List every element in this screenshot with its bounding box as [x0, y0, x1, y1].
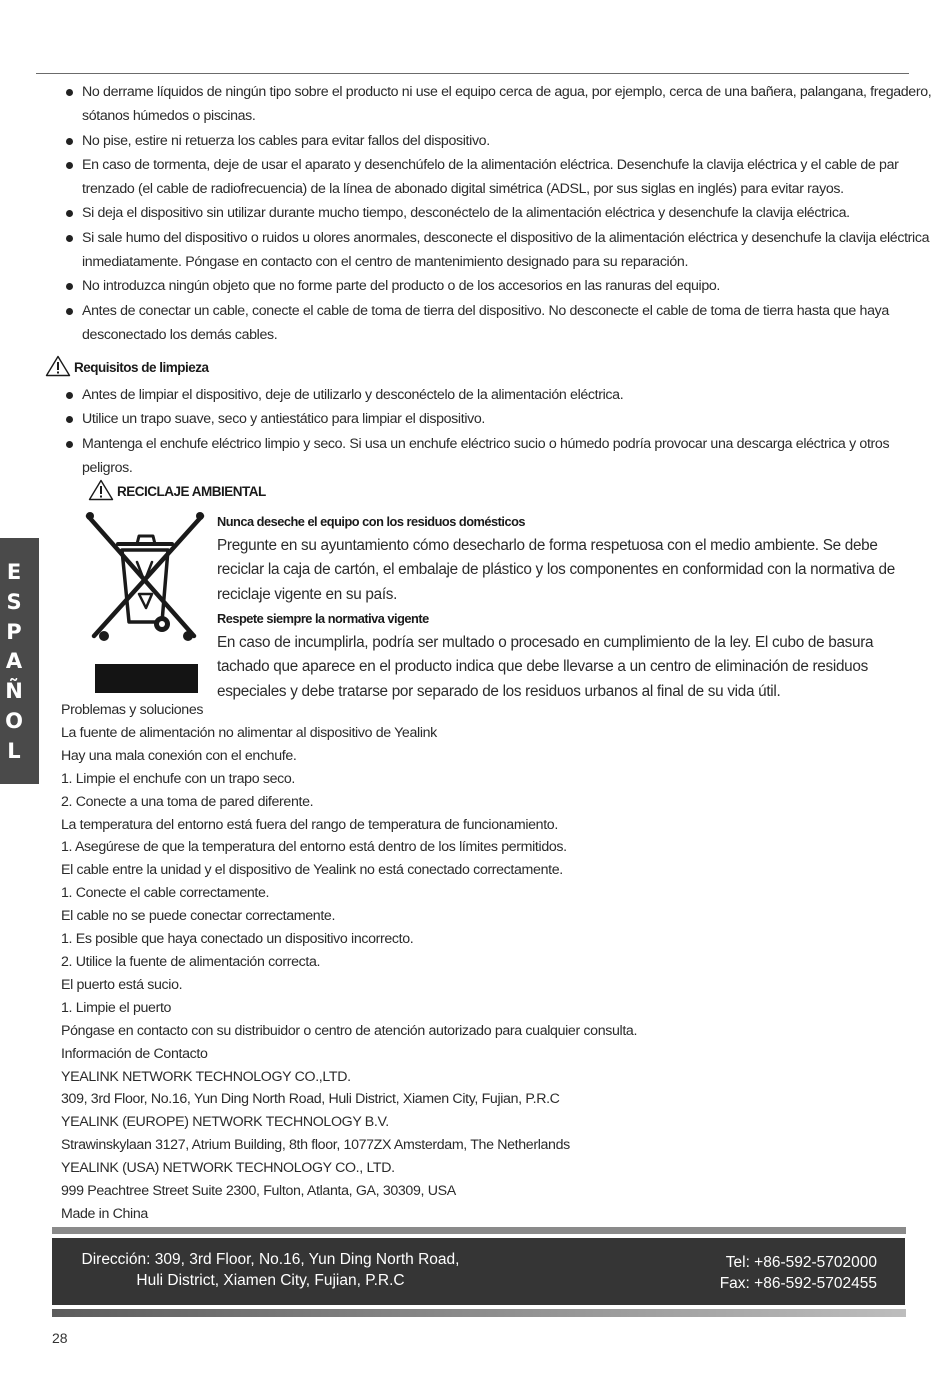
list-item: El cable entre la unidad y el dispositivo de Yealink no está conectado correctamente. — [61, 862, 563, 879]
list-item: La temperatura del entorno está fuera del rango de temperatura de funcionamiento. — [61, 816, 558, 833]
list-item: No introduzca ningún objeto que no forme parte del producto o de los accesorios en las ranuras del equipo. — [64, 274, 934, 298]
list-item: 1. Conecte el cable correctamente. — [61, 885, 270, 902]
footer-tel: Tel: +86-592-5702000 — [725, 1254, 877, 1271]
list-item: La fuente de alimentación no alimentar al dispositivo de Yealink — [61, 724, 437, 741]
recycling-heading-text: RECICLAJE AMBIENTAL — [117, 484, 266, 499]
side-tab-letter: A — [5, 649, 23, 674]
cleaning-heading — [45, 355, 209, 380]
list-item: El puerto está sucio. — [61, 976, 183, 993]
list-item: Mantenga el enchufe eléctrico limpio y seco. Si usa un enchufe eléctrico sucio o húmedo podría provocar una descarga eléctrica y otros peligros. — [64, 432, 934, 481]
list-item: No derrame líquidos de ningún tipo sobre el producto ni use el equipo cerca de agua, por ejemplo, cerca de una bañera, palangana, fregadero, sótanos húmedos o piscinas. — [64, 80, 934, 129]
side-tab-letter: Ñ — [5, 679, 23, 704]
safety-bullet-list — [64, 80, 934, 347]
list-item: 1. Limpie el puerto — [61, 999, 172, 1016]
footer-address — [52, 1249, 489, 1291]
list-item: YEALINK (USA) NETWORK TECHNOLOGY CO., LTD. — [61, 1160, 395, 1177]
list-item: Si sale humo del dispositivo o ruidos u olores anormales, desconecte el dispositivo de la alimentación eléctrica y desenchufe la clavija eléctrica inmediatamente. Póngase en contacto con el centro de mantenimiento designado para su reparación. — [64, 226, 934, 275]
list-item: 309, 3rd Floor, No.16, Yun Ding North Road, Huli District, Xiamen City, Fujian, P.R.C — [61, 1091, 560, 1108]
list-item: 1. Limpie el enchufe con un trapo seco. — [61, 770, 296, 787]
list-item: 1. Asegúrese de que la temperatura del entorno está dentro de los límites permitidos. — [61, 839, 567, 856]
footer-top-bar — [52, 1227, 906, 1234]
dispose-paragraph: Pregunte en su ayuntamiento cómo desecharlo de forma respetuosa con el medio ambiente. Se debe reciclar la caja de cartón, el embalaje de plástico y los componentes en conformidad con la normativa de reciclaje vigente en su país. — [217, 537, 895, 603]
list-item: 2. Utilice la fuente de alimentación correcta. — [61, 953, 321, 970]
list-item: 2. Conecte a una toma de pared diferente. — [61, 793, 314, 810]
respect-heading: Respete siempre la normativa vigente — [217, 611, 429, 626]
crossed-out-wheelie-bin-icon — [82, 510, 208, 645]
footer-bottom-bar — [52, 1309, 906, 1317]
footer-fax: Fax: +86-592-5702455 — [719, 1275, 877, 1292]
side-tab-letter: P — [6, 619, 22, 644]
top-divider — [36, 73, 909, 74]
list-item: En caso de tormenta, deje de usar el aparato y desenchúfelo de la alimentación eléctrica. Desenchufe la clavija eléctrica y el cable de par trenzado (el cable de radiofrecuencia) de la línea de abonado digital simétrica (ADSL, por sus siglas en inglés) para evitar rayos. — [64, 153, 934, 202]
dispose-heading: Nunca deseche el equipo con los residuos domésticos — [217, 514, 526, 529]
list-item: Made in China — [61, 1205, 148, 1222]
list-item: Si deja el dispositivo sin utilizar durante mucho tiempo, desconéctelo de la alimentación eléctrica y desenchufe la clavija eléctrica. — [64, 201, 934, 225]
warning-triangle-icon — [88, 479, 114, 504]
side-tab-letter: O — [5, 708, 23, 733]
page-number: 28 — [52, 1330, 68, 1346]
list-item: 999 Peachtree Street Suite 2300, Fulton, Atlanta, GA, 30309, USA — [61, 1183, 456, 1200]
weee-marking-bar — [95, 664, 198, 693]
list-item: Problemas y soluciones — [61, 702, 204, 718]
list-item: Información de Contacto — [61, 1045, 208, 1062]
footer-phone-fax — [720, 1252, 877, 1294]
footer-address-line: Dirección: 309, 3rd Floor, No.16, Yun Ding North Road, — [81, 1251, 460, 1268]
list-item: Póngase en contacto con su distribuidor o centro de atención autorizado para cualquier consulta. — [61, 1022, 638, 1039]
footer-address-line: Huli District, Xiamen City, Fujian, P.R.C — [136, 1272, 405, 1289]
list-item: El cable no se puede conectar correctamente. — [61, 908, 336, 925]
side-tab-letter: E — [6, 560, 22, 584]
side-tab-letter: S — [6, 589, 22, 614]
list-item: Hay una mala conexión con el enchufe. — [61, 747, 297, 764]
respect-paragraph: En caso de incumplirla, podría ser multado o procesado en cumplimiento de la ley. El cubo de basura tachado que aparece en el producto indica que debe llevarse a un centro de eliminación de residuos especiales y debe tratarse por separado de los residuos urbanos al final de su vida útil. — [217, 634, 874, 700]
footer-contact-box — [52, 1238, 905, 1305]
list-item: Antes de limpiar el dispositivo, deje de utilizarlo y desconéctelo de la alimentación eléctrica. — [64, 383, 934, 407]
list-item: 1. Es posible que haya conectado un dispositivo incorrecto. — [61, 931, 414, 948]
list-item: Strawinskylaan 3127, Atrium Building, 8th floor, 1077ZX Amsterdam, The Netherlands — [61, 1137, 570, 1154]
list-item: YEALINK (EUROPE) NETWORK TECHNOLOGY B.V. — [61, 1114, 389, 1131]
list-item: Antes de conectar un cable, conecte el cable de toma de tierra del dispositivo. No desconecte el cable de toma de tierra hasta que haya desconectado los demás cables. — [64, 299, 934, 348]
list-item: Utilice un trapo suave, seco y antiestático para limpiar el dispositivo. — [64, 407, 934, 431]
cleaning-bullet-list — [64, 383, 934, 480]
side-tab-letter: L — [7, 738, 21, 763]
language-side-tab — [0, 538, 39, 784]
warning-triangle-icon — [45, 355, 71, 380]
cleaning-heading-text: Requisitos de limpieza — [74, 360, 209, 375]
list-item: YEALINK NETWORK TECHNOLOGY CO.,LTD. — [61, 1068, 351, 1085]
list-item: No pise, estire ni retuerza los cables para evitar fallos del dispositivo. — [64, 129, 934, 153]
troubleshooting-and-contact-list — [61, 699, 921, 1226]
recycling-heading — [88, 479, 266, 504]
